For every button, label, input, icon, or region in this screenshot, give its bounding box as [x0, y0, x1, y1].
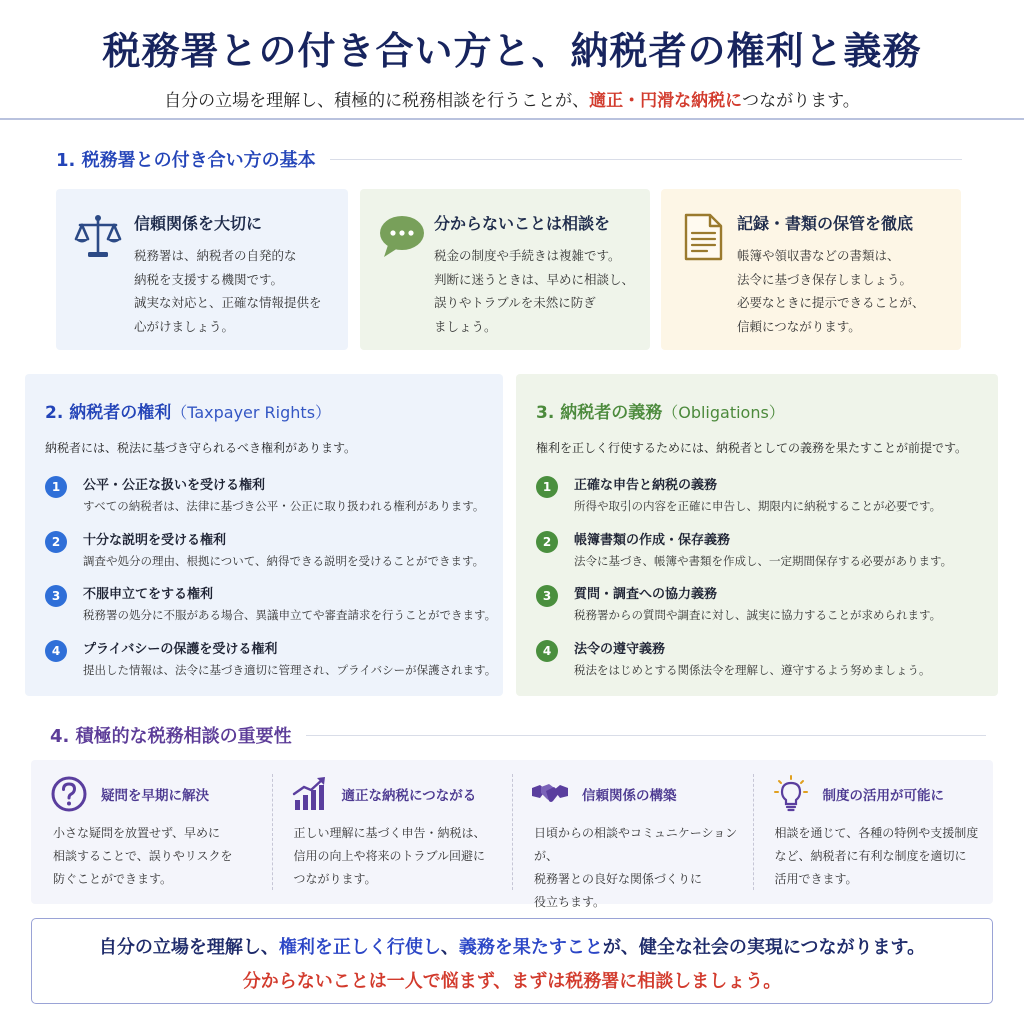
consult-title: 制度の活用が可能に: [822, 788, 944, 804]
lightbulb-icon: [771, 774, 811, 814]
number-badge: 2: [536, 531, 558, 553]
number-badge: 1: [45, 476, 67, 498]
consult-item-system: [753, 760, 994, 904]
header: [0, 0, 1024, 120]
closing-highlight-rights: 権利を正しく行使し: [278, 937, 441, 958]
growth-chart-icon: [290, 774, 330, 814]
list-item: [45, 638, 497, 693]
rights-heading: [45, 398, 483, 423]
consult-title: 信頼関係の構築: [582, 788, 677, 804]
consult-body: 小さな疑問を放置せず、早めに 相談することで、誤りやリスクを 防ぐことができます。: [53, 826, 233, 886]
item-desc: 税務署の処分に不服がある場合、異議申立てや審査請求を行うことができます。: [83, 608, 497, 622]
section4-heading: [50, 722, 986, 748]
closing-line-1: [32, 933, 992, 959]
closing-line-2: 分からないことは一人で悩まず、まずは税務署に相談しましょう。: [242, 971, 782, 992]
list-item: [45, 474, 483, 529]
item-title: 正確な申告と納税の義務: [574, 478, 718, 493]
list-item: [536, 638, 978, 693]
speech-bubble-icon: [376, 211, 428, 263]
item-title: 公平・公正な扱いを受ける権利: [83, 478, 266, 493]
section1-rule: [330, 159, 962, 160]
card-body: 税務署は、納税者の自発的な 納税を支援する機関です。 誠実な対応と、正確な情報提供を 心がけましょう。: [134, 248, 322, 334]
closing-text: 自分の立場を理解し、: [98, 937, 279, 958]
obligations-panel: [516, 374, 998, 696]
consult-item-early: [31, 760, 272, 904]
page-title: 税務署との付き合い方と、納税者の権利と義務: [102, 28, 922, 73]
item-desc: 所得や取引の内容を正確に申告し、期限内に納税することが必要です。: [574, 499, 942, 513]
item-desc: 提出した情報は、法令に基づき適切に管理され、プライバシーが保護されます。: [83, 662, 497, 677]
section4-rule: [306, 735, 986, 736]
item-desc: 税法をはじめとする関係法令を理解し、遵守するよう努めましょう。: [574, 662, 931, 677]
obligations-heading: [536, 398, 978, 423]
section1-heading: [56, 146, 962, 172]
rights-list: [45, 474, 497, 692]
list-item: [536, 529, 978, 584]
consult-body: 相談を通じて、各種の特例や支援制度 など、納税者に有利な制度を適切に 活用できます。: [774, 826, 979, 886]
consult-body: 日頃からの相談やコミュニケーションが、 税務署との良好な関係づくりに 役立ちます。: [534, 826, 738, 909]
number-badge: 2: [45, 531, 67, 553]
obligations-title: 3. 納税者の義務: [536, 403, 663, 423]
card-title: 分からないことは相談を: [434, 214, 611, 233]
list-item: [45, 529, 483, 584]
list-item: [45, 583, 497, 638]
item-title: 法令の遵守義務: [574, 641, 666, 657]
closing-text: が、健全な社会の実現につながります。: [602, 937, 926, 958]
section4-title: 4. 積極的な税務相談の重要性: [50, 726, 292, 747]
closing-highlight-duties: 義務を果たすこと: [458, 937, 603, 958]
obligations-title-en: （Obligations）: [662, 403, 785, 422]
section1-title: 1. 税務署との付き合い方の基本: [56, 150, 316, 171]
item-desc: 調査や処分の理由、根拠について、納得できる説明を受けることができます。: [83, 553, 485, 568]
consult-body: 正しい理解に基づく申告・納税は、 信用の向上や将来のトラブル回避に つながります。: [293, 826, 486, 886]
number-badge: 1: [536, 476, 558, 498]
card-body: 税金の制度や手続きは複雑です。 判断に迷うときは、早めに相談し、 誤りやトラブルを未然に防ぎ ましょう。: [434, 248, 635, 334]
rights-intro: 納税者には、税法に基づき守られるべき権利があります。: [45, 441, 357, 455]
number-badge: 3: [536, 585, 558, 607]
rights-title: 2. 納税者の権利: [45, 403, 172, 423]
item-title: プライバシーの保護を受ける権利: [83, 641, 278, 657]
item-title: 質問・調査への協力義務: [574, 587, 718, 602]
subtitle-highlight: 適正・円滑な納税に: [589, 91, 743, 111]
list-item: [536, 583, 978, 638]
header-divider: [0, 118, 1024, 120]
consult-title: 適正な納税につながる: [341, 788, 477, 804]
card-title: 信頼関係を大切に: [134, 214, 263, 233]
page-subtitle: [0, 86, 1024, 111]
card-title: 記録・書類の保管を徹底: [737, 214, 914, 233]
document-icon: [677, 211, 729, 263]
subtitle-text: 自分の立場を理解し、積極的に税務相談を行うことが、: [164, 91, 590, 111]
closing-text: 、: [440, 937, 459, 958]
closing-message: [31, 918, 993, 1004]
item-desc: すべての納税者は、法律に基づき公平・公正に取り扱われる権利があります。: [83, 499, 485, 513]
number-badge: 3: [45, 585, 67, 607]
obligations-list: [536, 474, 978, 692]
consultation-strip: [31, 760, 993, 909]
item-desc: 法令に基づき、帳簿や書類を作成し、一定期間保存する必要があります。: [574, 553, 953, 568]
consult-item-trust: [512, 760, 753, 909]
consult-item-proper-tax: [272, 760, 513, 904]
number-badge: 4: [536, 640, 558, 662]
item-title: 帳簿書類の作成・保存義務: [574, 532, 731, 548]
basic-card-consult: [360, 189, 650, 350]
item-desc: 税務署からの質問や調査に対し、誠実に協力することが求められます。: [574, 608, 942, 622]
consult-title: 疑問を早期に解決: [101, 788, 209, 804]
rights-panel: [25, 374, 503, 696]
card-body: 帳簿や領収書などの書類は、 法令に基づき保存しましょう。 必要なときに提示できることが、 信頼につながります。: [737, 248, 925, 334]
item-title: 十分な説明を受ける権利: [83, 532, 227, 548]
handshake-icon: [530, 774, 570, 814]
number-badge: 4: [45, 640, 67, 662]
obligations-intro: 権利を正しく行使するためには、納税者としての義務を果たすことが前提です。: [536, 441, 968, 455]
basic-card-records: [661, 189, 961, 350]
scales-icon: [72, 211, 124, 263]
subtitle-text-end: つながります。: [742, 91, 860, 111]
list-item: [536, 474, 978, 529]
question-icon: [49, 774, 89, 814]
rights-title-en: （Taxpayer Rights）: [171, 403, 332, 422]
basic-card-trust: [56, 189, 348, 350]
item-title: 不服申立てをする権利: [83, 587, 214, 602]
